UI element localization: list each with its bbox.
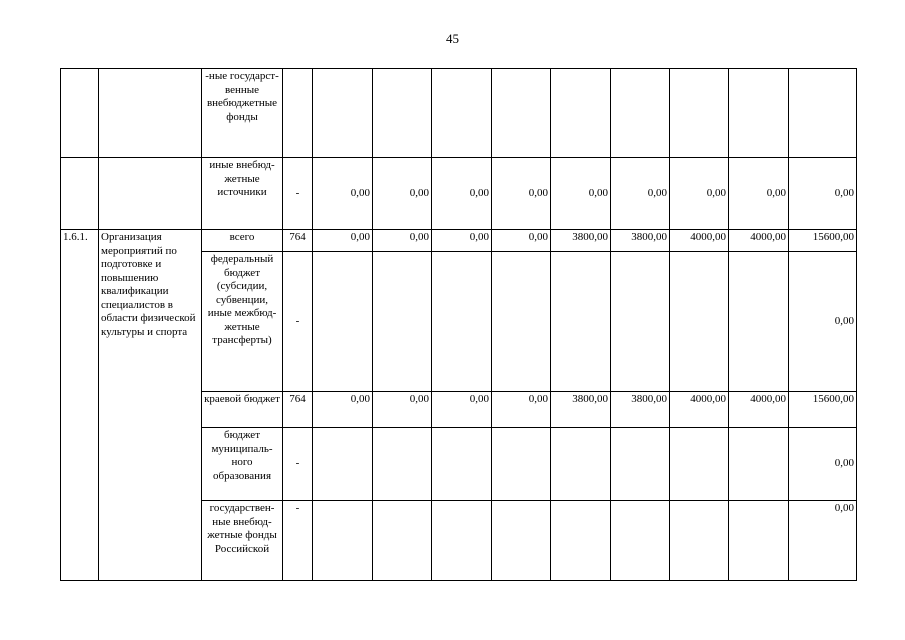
value-cell: 4000,00 (729, 392, 789, 428)
value-cell: 4000,00 (729, 230, 789, 252)
value-cell: 0,00 (313, 230, 373, 252)
funding-source-cell: -ные государст-венные внебюджетные фонды (202, 69, 283, 158)
value-cell (611, 252, 670, 392)
value-cell: 3800,00 (551, 392, 611, 428)
value-cell: 0,00 (611, 158, 670, 230)
total-cell (789, 69, 857, 158)
value-cell: 0,00 (551, 158, 611, 230)
value-cell: 0,00 (729, 158, 789, 230)
total-cell: 15600,00 (789, 230, 857, 252)
activity-name-cell: Организация мероприятий по подготовке и повышению квалификации специалистов в области физической культуры и спорта (99, 230, 202, 581)
value-cell: 4000,00 (670, 230, 729, 252)
value-cell (373, 428, 432, 501)
value-cell (729, 252, 789, 392)
value-cell (492, 501, 551, 581)
value-cell (492, 69, 551, 158)
funding-source-cell: краевой бюджет (202, 392, 283, 428)
value-cell: 0,00 (492, 158, 551, 230)
value-cell (492, 428, 551, 501)
value-cell: 0,00 (373, 158, 432, 230)
value-cell (729, 69, 789, 158)
budget-table (60, 68, 857, 581)
value-cell: 0,00 (432, 392, 492, 428)
activity-code-cell: 1.6.1. (61, 230, 99, 581)
value-cell (432, 501, 492, 581)
value-cell (670, 501, 729, 581)
total-cell: 0,00 (789, 501, 857, 581)
value-cell (432, 252, 492, 392)
funding-source-cell: государствен-ные внебюд-жетные фонды Российской (202, 501, 283, 581)
value-cell: 0,00 (492, 392, 551, 428)
value-cell (551, 69, 611, 158)
page-number: 45 (446, 31, 459, 46)
value-cell (432, 428, 492, 501)
activity-name-cell (99, 69, 202, 158)
value-cell: 0,00 (670, 158, 729, 230)
value-cell (611, 69, 670, 158)
total-cell: 0,00 (789, 252, 857, 392)
value-cell (670, 252, 729, 392)
value-cell: 0,00 (373, 392, 432, 428)
table-row (61, 158, 857, 230)
value-cell: 0,00 (432, 230, 492, 252)
value-cell: 0,00 (313, 158, 373, 230)
value-cell (611, 501, 670, 581)
kbk-cell: - (283, 252, 313, 392)
value-cell: 0,00 (432, 158, 492, 230)
funding-source-cell: бюджет муниципаль-ного образования (202, 428, 283, 501)
funding-source-cell: иные внебюд-жетные источники (202, 158, 283, 230)
value-cell (373, 501, 432, 581)
value-cell: 3800,00 (611, 392, 670, 428)
value-cell: 3800,00 (551, 230, 611, 252)
funding-source-cell: федеральный бюджет (субсидии, субвенции, иные межбюд-жетные трансферты) (202, 252, 283, 392)
value-cell (432, 69, 492, 158)
value-cell: 0,00 (313, 392, 373, 428)
value-cell: 0,00 (373, 230, 432, 252)
table-row (61, 69, 857, 158)
value-cell: 4000,00 (670, 392, 729, 428)
value-cell (611, 428, 670, 501)
value-cell: 0,00 (492, 230, 551, 252)
table-row (61, 230, 857, 252)
kbk-cell (283, 69, 313, 158)
value-cell (313, 428, 373, 501)
value-cell (373, 252, 432, 392)
value-cell (551, 252, 611, 392)
value-cell (492, 252, 551, 392)
value-cell (551, 428, 611, 501)
value-cell (670, 428, 729, 501)
activity-name-cell (99, 158, 202, 230)
value-cell (313, 501, 373, 581)
kbk-cell: - (283, 428, 313, 501)
code-cell (61, 69, 99, 158)
kbk-cell: 764 (283, 230, 313, 252)
value-cell (729, 501, 789, 581)
kbk-cell: - (283, 158, 313, 230)
total-cell: 0,00 (789, 428, 857, 501)
total-cell: 15600,00 (789, 392, 857, 428)
value-cell (313, 69, 373, 158)
total-cell: 0,00 (789, 158, 857, 230)
funding-source-cell: всего (202, 230, 283, 252)
value-cell: 3800,00 (611, 230, 670, 252)
kbk-cell: 764 (283, 392, 313, 428)
value-cell (551, 501, 611, 581)
value-cell (313, 252, 373, 392)
value-cell (373, 69, 432, 158)
value-cell (670, 69, 729, 158)
kbk-cell: - (283, 501, 313, 581)
value-cell (729, 428, 789, 501)
code-cell (61, 158, 99, 230)
